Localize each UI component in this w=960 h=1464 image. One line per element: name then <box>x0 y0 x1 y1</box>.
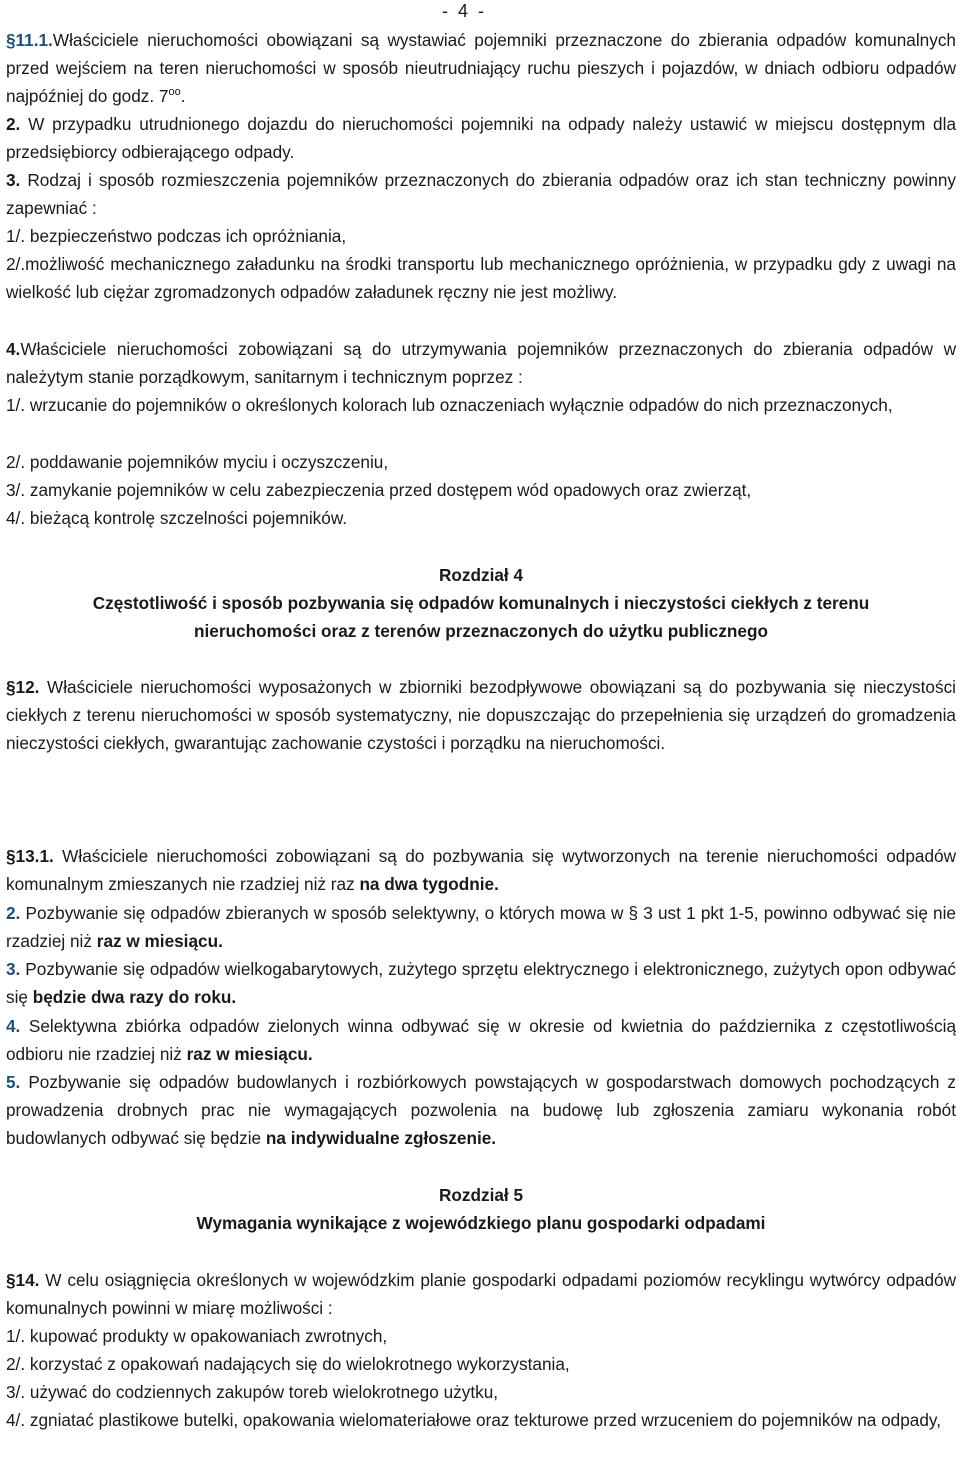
list-item: 1/. kupować produkty w opakowaniach zwrotnych, <box>6 1326 388 1346</box>
paragraph-text: Właściciele nieruchomości wyposażonych w zbiorniki bezodpływowe obowiązani są do pozbywania się nieczystości ciekłych z terenu nieruchomości w sposób systematyczny, nie dopuszczając do przepełnienia się urządzeń do gromadzenia nieczystości ciekłych, gwarantując zachowanie czystości i porządku na nieruchomości. <box>6 677 956 754</box>
paragraph-text: W przypadku utrudnionego dojazdu do nieruchomości pojemniki na odpady należy ustawić w miejscu dostępnym dla przedsiębiorcy odbierającego odpady. <box>6 114 956 163</box>
list-item: 2/.możliwość mechanicznego załadunku na środki transportu lub mechanicznego opróżnienia, w przypadku gdy z uwagi na wielkość lub ciężar zgromadzonych odpadów załadunek ręczny nie jest możliwy. <box>6 254 956 303</box>
item-number: 3. <box>6 170 21 190</box>
list-item: 4/. zgniatać plastikowe butelki, opakowania wielomateriałowe oraz tekturowe przed wrzuceniem do pojemników na odpady, <box>6 1410 941 1430</box>
chapter-label: Rozdział 5 <box>438 1185 524 1205</box>
list-item: 3/. zamykanie pojemników w celu zabezpieczenia przed dostępem wód opadowych oraz zwierząt, <box>6 480 752 500</box>
emphasis: na dwa tygodnie. <box>359 874 499 895</box>
emphasis: raz w miesiącu. <box>186 1044 313 1065</box>
section-number: §12. <box>6 677 40 697</box>
chapter-title: Wymagania wynikające z wojewódzkiego planu gospodarki odpadami <box>196 1213 766 1233</box>
item-number: 5. <box>6 1072 21 1092</box>
paragraph-text: Właściciele nieruchomości zobowiązani są do pozbywania się wytworzonych na terenie nieruchomości odpadów komunalnym zmieszanych nie rzadziej niż raz <box>6 846 956 895</box>
paragraph-13-2 <box>6 899 956 955</box>
emphasis: będzie dwa razy do roku. <box>32 987 237 1008</box>
chapter-title: nieruchomości oraz z terenów przeznaczonych do użytku publicznego <box>194 621 768 641</box>
paragraph-11-1 <box>6 26 956 111</box>
emphasis: na indywidualne zgłoszenie. <box>265 1128 497 1149</box>
chapter-title: Częstotliwość i sposób pozbywania się odpadów komunalnych i nieczystości ciekłych z terenu <box>92 593 870 613</box>
paragraph-14 <box>6 1266 956 1322</box>
list-item: 1/. wrzucanie do pojemników o określonych kolorach lub oznaczeniach wyłącznie odpadów do nich przeznaczonych, <box>6 395 893 415</box>
item-number: 2. <box>6 114 21 134</box>
paragraph-text: Pozbywanie się odpadów wielkogabarytowych, zużytego sprzętu elektrycznego i elektronicznego, zużytych opon odbywać się <box>6 959 956 1008</box>
list-item: 1/. bezpieczeństwo podczas ich opróżniania, <box>6 226 347 246</box>
paragraph-text: Selektywna zbiórka odpadów zielonych winna odbywać się w okresie od kwietnia do października z częstotliwością odbioru nie rzadziej niż <box>6 1016 956 1065</box>
paragraph-text: Właściciele nieruchomości zobowiązani są do utrzymywania pojemników przeznaczonych do zbierania odpadów w należytym stanie porządkowym, sanitarnym i technicznym poprzez : <box>6 339 956 388</box>
section-number: §13.1. <box>6 846 54 866</box>
item-number: 4. <box>6 339 21 359</box>
section-number: §11.1. <box>6 30 53 50</box>
paragraph-text: Rodzaj i sposób rozmieszczenia pojemników przeznaczonych do zbierania odpadów oraz ich stan techniczny powinny zapewniać : <box>6 170 956 219</box>
list-item: 2/. korzystać z opakowań nadających się do wielokrotnego wykorzystania, <box>6 1354 570 1374</box>
paragraph-text: Właściciele nieruchomości obowiązani są wystawiać pojemniki przeznaczone do zbierania odpadów komunalnych przed wejściem na teren nieruchomości w sposób nieutrudniający ruchu pieszych i pojazdów, w dniach odbioru odpadów najpóźniej do godz. 7 <box>6 30 956 107</box>
emphasis: raz w miesiącu. <box>96 931 223 952</box>
item-number: 2. <box>6 903 21 923</box>
section-number: §14. <box>6 1270 40 1290</box>
paragraph-text: W celu osiągnięcia określonych w wojewódzkim planie gospodarki odpadami poziomów recyklingu wytwórcy odpadów komunalnych powinni w miarę możliwości : <box>6 1270 956 1319</box>
list-item: 3/. używać do codziennych zakupów toreb wielokrotnego użytku, <box>6 1382 499 1402</box>
item-number: 4. <box>6 1016 21 1036</box>
paragraph-end: . <box>180 86 186 107</box>
paragraph-11-2 <box>6 110 956 166</box>
item-number: 3. <box>6 959 21 979</box>
paragraph-11-3 <box>6 166 956 222</box>
paragraph-12 <box>6 673 956 758</box>
paragraph-text: Pozbywanie się odpadów zbieranych w sposób selektywny, o których mowa w § 3 ust 1 pkt 1-5, powinno odbywać się nie rzadziej niż <box>6 903 956 952</box>
paragraph-13-4 <box>6 1012 956 1068</box>
page-number: - 4 - <box>442 1 485 21</box>
paragraph-13-1 <box>6 842 956 898</box>
chapter-label: Rozdział 4 <box>438 565 524 585</box>
paragraph-13-3 <box>6 955 956 1011</box>
paragraph-13-5 <box>6 1068 956 1153</box>
list-item: 4/. bieżącą kontrolę szczelności pojemników. <box>6 508 348 528</box>
list-item: 2/. poddawanie pojemników myciu i oczyszczeniu, <box>6 452 389 472</box>
paragraph-text: Pozbywanie się odpadów budowlanych i rozbiórkowych powstających w gospodarstwach domowych pochodzących z prowadzenia drobnych prac nie wymagających pozwolenia na budowę lub zgłoszenia zamiaru wykonania robót budowlanych odbywać się będzie <box>6 1072 956 1149</box>
superscript: oo <box>168 86 181 99</box>
paragraph-11-4 <box>6 335 956 391</box>
